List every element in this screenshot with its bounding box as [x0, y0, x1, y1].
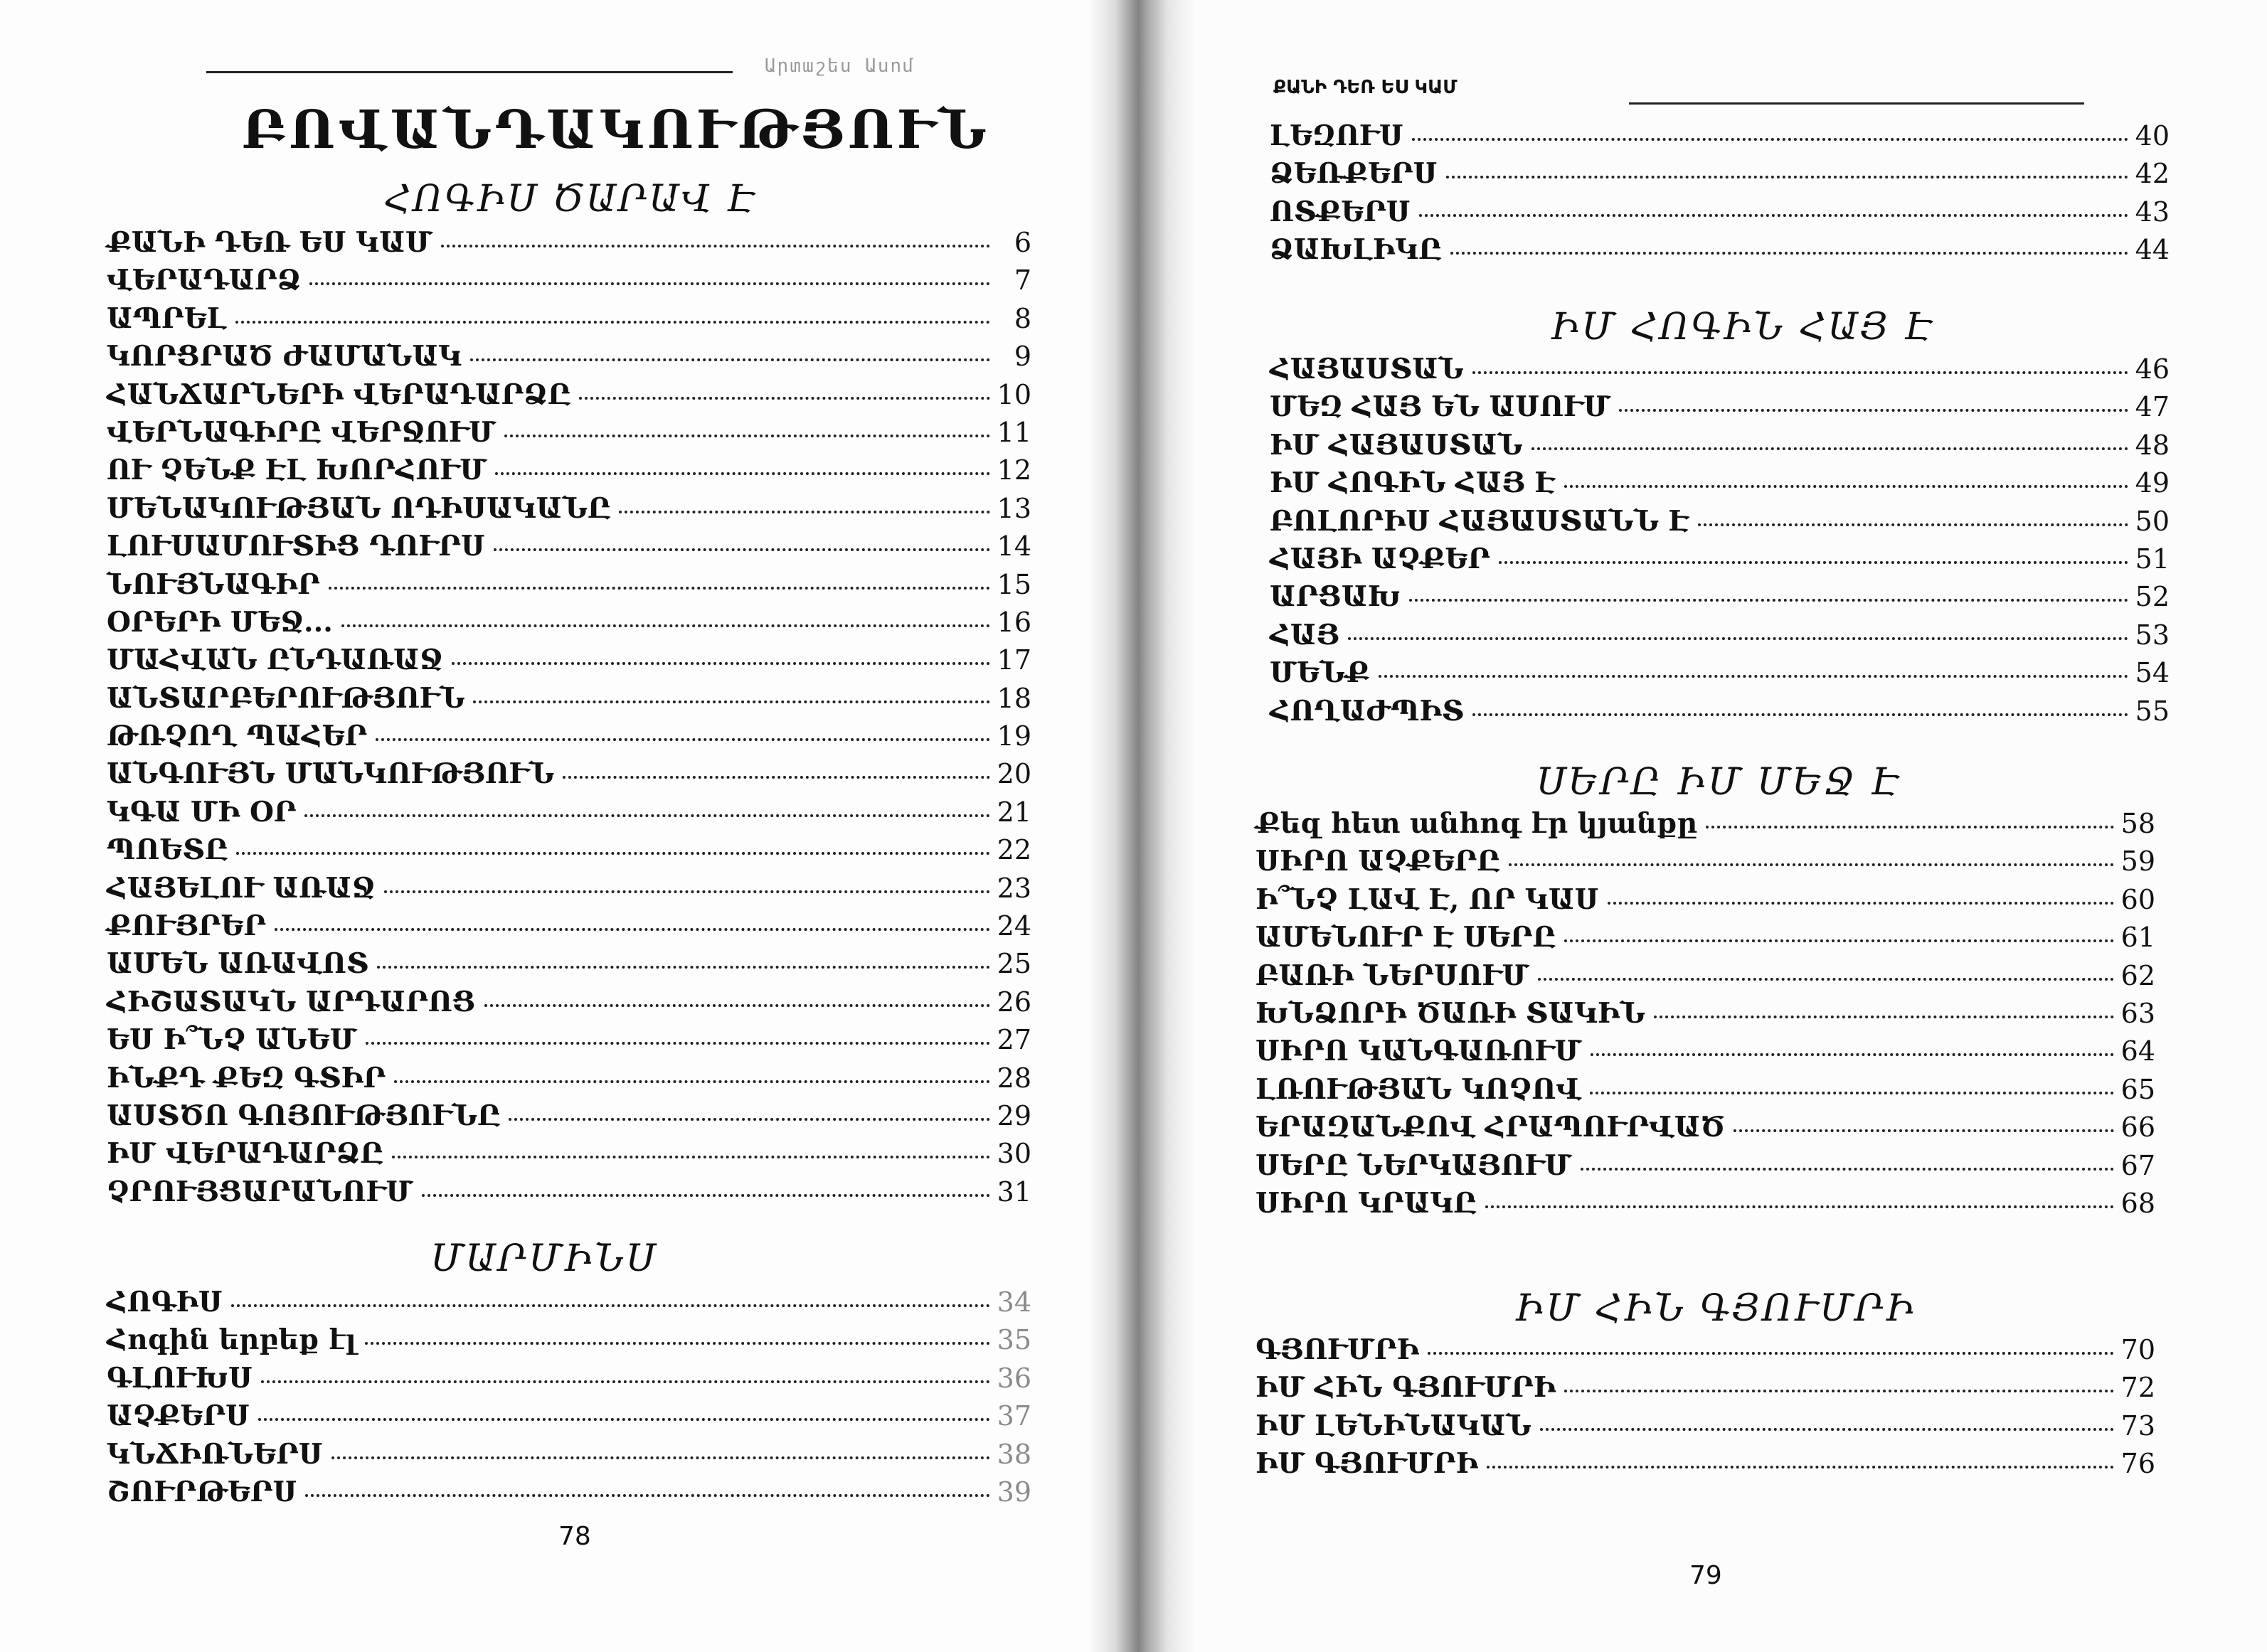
toc-entry-title: ՇՈՒՐԹԵՐՍ	[107, 1475, 297, 1508]
toc-entry-title: ՄԵԶ ՀԱՅ ԵՆ ԱՍՈՒՄ	[1270, 390, 1611, 424]
toc-dot-leader	[1590, 1092, 2114, 1094]
toc-dot-leader	[1581, 1168, 2114, 1171]
toc-entry-page: 49	[2135, 467, 2170, 499]
toc-dot-leader	[619, 511, 989, 513]
toc-entry-title: Ի՞ՆՉ ԼԱՎ Է, ՈՐ ԿԱՍ	[1255, 883, 1599, 916]
toc-entry-title: ԹՌՉՈՂ ՊԱՀԵՐ	[107, 720, 368, 753]
toc-dot-leader	[235, 321, 990, 324]
toc-entry-page: 6	[1014, 227, 1031, 258]
section-heading-1: ՀՈԳԻՍ ԾԱՐԱՎ Է	[384, 178, 758, 220]
toc-entry	[107, 1062, 1031, 1099]
toc-entry-page: 43	[2135, 196, 2170, 228]
toc-dot-leader	[384, 890, 990, 893]
toc-entry-title: ՍԻՐՈ ԿԱՆԳԱՌՈՒՄ	[1255, 1035, 1582, 1068]
toc-entry	[107, 1023, 1031, 1061]
toc-entry	[1255, 1073, 2155, 1111]
toc-dot-leader	[422, 1194, 990, 1197]
toc-entry	[1270, 619, 2170, 656]
toc-entry-page: 11	[997, 416, 1031, 448]
toc-entry	[107, 1400, 1031, 1437]
toc-entry-title: ԻՄ ՀՈԳԻՆ ՀԱՅ Է	[1270, 467, 1556, 500]
toc-entry-title: ՄԱՀՎԱՆ ԸՆԴԱՌԱՋ	[107, 644, 443, 677]
toc-entry-title: ԳՅՈՒՄՐԻ	[1255, 1333, 1419, 1366]
page-number-right: 79	[1689, 1561, 1722, 1590]
toc-entry	[1255, 959, 2155, 997]
toc-entry	[107, 682, 1031, 720]
toc-entry-title: ՀԻՇԱՏԱԿՆ ԱՐԴԱՐՈՑ	[107, 985, 476, 1018]
toc-list-section4	[1255, 807, 2155, 1225]
toc-dot-leader	[1472, 371, 2128, 374]
toc-dot-leader	[365, 1342, 990, 1345]
toc-dot-leader	[1706, 826, 2113, 828]
toc-entry-title: ՍԵՐԸ ՆԵՐԿԱՅՈՒՄ	[1255, 1149, 1572, 1182]
toc-entry-title: ՆՈՒՅՆԱԳԻՐ	[107, 567, 320, 601]
toc-dot-leader	[495, 472, 989, 475]
toc-dot-leader	[1472, 713, 2128, 716]
toc-entry	[1270, 580, 2170, 618]
toc-entry-title: ՀԱՆՃԱՐՆԵՐԻ ՎԵՐԱԴԱՐՁԸ	[107, 378, 571, 411]
toc-entry	[1270, 390, 2170, 428]
toc-entry	[1270, 505, 2170, 543]
toc-entry-title: ԼԵԶՈՒՍ	[1270, 119, 1403, 152]
toc-entry	[107, 720, 1031, 757]
toc-entry-page: 72	[2120, 1372, 2155, 1404]
toc-entry	[1255, 845, 2155, 883]
toc-entry-title: ԻՄ ԼԵՆԻՆԱԿԱՆ	[1255, 1409, 1531, 1442]
toc-entry-title: Քեզ հետ անհոգ էր կյանքը	[1255, 807, 1698, 840]
toc-entry	[107, 226, 1031, 264]
toc-dot-leader	[1450, 252, 2128, 255]
toc-entry-title: ՄԵՆԱԿՈՒԹՅԱՆ ՈԴԻՍԱԿԱՆԸ	[107, 491, 611, 525]
toc-dot-leader	[1409, 599, 2128, 602]
toc-entry-page: 59	[2120, 846, 2155, 878]
toc-entry-page: 31	[997, 1176, 1031, 1208]
toc-entry	[107, 1286, 1031, 1323]
toc-entry-title: ՊՈԵՏԸ	[107, 833, 228, 867]
toc-entry-page: 35	[997, 1324, 1031, 1356]
toc-entry-title: ՍԻՐՈ ԿՐԱԿԸ	[1255, 1186, 1477, 1220]
toc-entry-title: ՀԱՅԵԼՈՒ ԱՌԱՋ	[107, 871, 376, 905]
toc-dot-leader	[1348, 637, 2128, 640]
toc-entry-title: ԵՍ Ի՞ՆՉ ԱՆԵՄ	[107, 1023, 357, 1057]
toc-entry-page: 7	[1014, 265, 1031, 297]
toc-entry	[107, 492, 1031, 530]
toc-entry-page: 42	[2135, 158, 2170, 190]
toc-list-section3	[1270, 353, 2170, 732]
toc-entry	[1255, 1371, 2155, 1409]
toc-dot-leader	[452, 662, 990, 665]
toc-title: ԲՈՎԱՆԴԱԿՈՒԹՅՈՒՆ	[242, 100, 990, 161]
toc-entry-page: 46	[2135, 353, 2170, 385]
toc-entry-page: 67	[2120, 1149, 2155, 1181]
toc-entry	[1255, 1035, 2155, 1072]
toc-dot-leader	[484, 1004, 990, 1007]
toc-entry-page: 60	[2120, 883, 2155, 915]
toc-entry	[107, 757, 1031, 795]
book-gutter-shadow	[1088, 0, 1195, 1652]
toc-entry	[1255, 883, 2155, 921]
toc-dot-leader	[366, 1042, 990, 1045]
toc-entry	[1255, 921, 2155, 959]
toc-dot-leader	[1531, 447, 2128, 450]
toc-dot-leader	[1419, 214, 2128, 217]
toc-entry	[1255, 1149, 2155, 1187]
toc-entry-title: ԱՆԳՈՒՅՆ ՄԱՆԿՈՒԹՅՈՒՆ	[107, 757, 555, 791]
toc-entry-page: 39	[997, 1476, 1031, 1508]
toc-dot-leader	[441, 245, 990, 247]
toc-entry-page: 70	[2120, 1334, 2155, 1365]
toc-entry-page: 12	[997, 454, 1031, 486]
toc-dot-leader	[1608, 902, 2114, 905]
toc-entry-title: ՎԵՐԱԴԱՐՁ	[107, 264, 302, 297]
toc-entry	[1270, 196, 2170, 233]
toc-entry-title: ՔՈՒՅՐԵՐ	[107, 910, 266, 943]
toc-entry-page: 30	[997, 1138, 1031, 1170]
toc-entry-page: 23	[997, 872, 1031, 904]
toc-entry	[107, 454, 1031, 491]
toc-entry	[1255, 807, 2155, 845]
toc-entry	[107, 1099, 1031, 1137]
toc-dot-leader	[509, 1118, 989, 1121]
toc-entry	[107, 340, 1031, 378]
toc-entry	[1255, 1111, 2155, 1149]
toc-dot-leader	[1499, 561, 2128, 564]
toc-entry-page: 65	[2120, 1073, 2155, 1105]
toc-entry-page: 58	[2120, 808, 2155, 839]
toc-entry	[107, 530, 1031, 567]
toc-dot-leader	[394, 1080, 989, 1083]
toc-entry	[1255, 1447, 2155, 1485]
toc-dot-leader	[473, 700, 989, 703]
toc-entry-page: 34	[997, 1286, 1031, 1318]
toc-entry-title: ՀԱՅԻ ԱՉՔԵՐ	[1270, 542, 1490, 575]
toc-entry-page: 10	[997, 378, 1031, 410]
toc-entry-page: 17	[997, 644, 1031, 676]
toc-entry-title: ԻՄ ԳՅՈՒՄՐԻ	[1255, 1447, 1478, 1481]
toc-list-section2	[107, 1286, 1031, 1513]
toc-entry	[107, 644, 1031, 681]
right-page	[1110, 0, 2267, 1652]
toc-entry-page: 44	[2135, 234, 2170, 266]
toc-entry-page: 27	[997, 1024, 1031, 1056]
toc-dot-leader	[1654, 1016, 2114, 1018]
toc-entry-page: 50	[2135, 505, 2170, 537]
toc-entry-page: 76	[2120, 1448, 2155, 1480]
toc-entry	[107, 1476, 1031, 1513]
toc-entry-page: 61	[2120, 922, 2155, 954]
toc-entry	[1270, 429, 2170, 467]
toc-entry	[107, 1323, 1031, 1361]
header-rule-left	[206, 71, 733, 73]
toc-dot-leader	[1698, 523, 2128, 526]
toc-dot-leader	[504, 435, 989, 437]
toc-entry-title: ԱՍՏԾՈ ԳՈՅՈՒԹՅՈՒՆԸ	[107, 1099, 501, 1132]
toc-dot-leader	[275, 928, 990, 931]
toc-entry	[107, 302, 1031, 340]
toc-dot-leader	[1509, 863, 2114, 866]
toc-dot-leader	[377, 966, 989, 969]
toc-entry	[1270, 543, 2170, 580]
toc-entry-page: 54	[2135, 657, 2170, 689]
toc-entry-title: ՀՈՂԱԺՊԻՏ	[1270, 694, 1465, 728]
toc-entry-title: ՕՐԵՐԻ ՄԵՋ...	[107, 605, 333, 639]
toc-entry-title: ԻՆՔԴ ՔԵԶ ԳՏԻՐ	[107, 1061, 386, 1094]
toc-dot-leader	[329, 587, 990, 590]
toc-entry-page: 8	[1014, 302, 1031, 334]
toc-dot-leader	[236, 852, 989, 855]
toc-entry-page: 47	[2135, 391, 2170, 423]
toc-dot-leader	[341, 624, 990, 627]
toc-entry-title: ԿՈՐՑՐԱԾ ԺԱՄԱՆԱԿ	[107, 340, 462, 373]
toc-dot-leader	[309, 282, 990, 285]
toc-entry-title: ՎԵՐՆԱԳԻՐԸ ՎԵՐՋՈՒՄ	[107, 415, 497, 449]
toc-entry-page: 19	[997, 720, 1031, 752]
toc-dot-leader	[470, 358, 990, 361]
toc-entry-title: ԿՆՃԻՌՆԵՐՍ	[107, 1437, 323, 1471]
toc-dot-leader	[1591, 1053, 2114, 1056]
toc-entry	[107, 606, 1031, 644]
toc-entry-page: 16	[997, 606, 1031, 638]
toc-entry	[1270, 157, 2170, 195]
toc-entry	[1270, 695, 2170, 732]
toc-entry-title: ՀՈԳԻՍ	[107, 1286, 223, 1318]
left-page	[0, 0, 1110, 1652]
toc-entry	[1270, 656, 2170, 694]
toc-entry	[107, 1137, 1031, 1175]
toc-dot-leader	[1428, 1352, 2114, 1355]
toc-dot-leader	[1564, 939, 2114, 942]
toc-entry-page: 21	[997, 796, 1031, 828]
toc-dot-leader	[1619, 409, 2128, 412]
toc-entry-page: 18	[997, 682, 1031, 714]
toc-entry	[1270, 467, 2170, 504]
toc-dot-leader	[258, 1418, 990, 1421]
toc-entry-page: 38	[997, 1438, 1031, 1470]
toc-entry-page: 52	[2135, 581, 2170, 613]
toc-entry	[107, 378, 1031, 416]
toc-entry-title: ՁԵՌՔԵՐՍ	[1270, 157, 1438, 191]
toc-entry	[107, 947, 1031, 985]
toc-entry-title: ԱՄԵՆ ԱՌԱՎՈՏ	[107, 947, 369, 981]
toc-entry-title: ԱՉՔԵՐՍ	[107, 1400, 250, 1433]
toc-entry	[107, 568, 1031, 606]
toc-list-continued	[1270, 119, 2170, 272]
toc-dot-leader	[1379, 675, 2128, 678]
toc-entry-title: ԲԱՌԻ ՆԵՐՍՈՒՄ	[1255, 959, 1529, 992]
running-head-author: Արտաշես Ասոմ	[765, 55, 915, 77]
toc-entry-title: ԻՄ ՎԵՐԱԴԱՐՁԸ	[107, 1137, 383, 1171]
toc-entry-title: ԵՐԱԶԱՆՔՈՎ ՀՐԱՊՈՒՐՎԱԾ	[1255, 1111, 1726, 1144]
toc-entry	[1255, 1333, 2155, 1371]
toc-entry	[1270, 353, 2170, 390]
toc-dot-leader	[376, 738, 990, 741]
toc-entry-page: 62	[2120, 959, 2155, 991]
toc-entry-title: Հոգին երբեք էլ	[107, 1323, 356, 1357]
toc-entry-page: 14	[997, 531, 1031, 563]
toc-entry-page: 48	[2135, 429, 2170, 461]
toc-entry-title: ԽՆՁՈՐԻ ԾԱՌԻ ՏԱԿԻՆ	[1255, 996, 1645, 1030]
toc-entry-page: 73	[2120, 1409, 2155, 1441]
toc-entry-page: 28	[997, 1062, 1031, 1094]
toc-entry-page: 15	[997, 568, 1031, 600]
toc-entry-page: 36	[997, 1362, 1031, 1394]
toc-entry	[107, 1362, 1031, 1400]
toc-entry-page: 68	[2120, 1187, 2155, 1219]
toc-entry-title: ՔԱՆԻ ԴԵՌ ԵՍ ԿԱՄ	[107, 226, 432, 259]
toc-entry-title: ՁԱԽԼԻԿԸ	[1270, 233, 1442, 267]
header-rule-right	[1629, 102, 2084, 105]
toc-entry-title: ԲՈԼՈՐԻՍ ՀԱՅԱՍՏԱՆՆ Է	[1270, 504, 1689, 538]
toc-list-section5	[1255, 1333, 2155, 1486]
toc-entry-page: 26	[997, 986, 1031, 1018]
toc-entry-title: ՉՐՈՒՅՑԱՐԱՆՈՒՄ	[107, 1175, 413, 1208]
toc-dot-leader	[1540, 1428, 2114, 1431]
toc-entry-page: 53	[2135, 619, 2170, 651]
toc-entry-title: ԱՄԵՆՈՒՐ Է ՍԵՐԸ	[1255, 921, 1556, 954]
toc-dot-leader	[1734, 1129, 2114, 1132]
toc-entry	[1255, 1409, 2155, 1447]
toc-dot-leader	[1487, 1466, 2114, 1469]
toc-entry-page: 66	[2120, 1112, 2155, 1144]
toc-entry-title: ԻՄ ՀԻՆ ԳՅՈՒՄՐԻ	[1255, 1371, 1556, 1405]
toc-entry-title: ՄԵՆՔ	[1270, 656, 1370, 690]
toc-entry	[107, 1176, 1031, 1213]
toc-entry	[107, 416, 1031, 454]
toc-entry	[1270, 119, 2170, 157]
toc-dot-leader	[563, 776, 989, 779]
toc-entry	[107, 1438, 1031, 1476]
toc-entry-title: ՍԻՐՈ ԱՉՔԵՐԸ	[1255, 845, 1500, 878]
toc-entry-title: ԳԼՈՒԽՍ	[107, 1361, 253, 1395]
toc-entry-title: ԱՆՏԱՐԲԵՐՈՒԹՅՈՒՆ	[107, 681, 465, 715]
toc-entry-page: 37	[997, 1400, 1031, 1432]
toc-entry	[107, 872, 1031, 910]
toc-entry-page: 22	[997, 834, 1031, 866]
toc-dot-leader	[231, 1304, 990, 1307]
toc-entry-title: ՀԱՅ	[1270, 618, 1339, 651]
toc-entry-title: ՈՏՔԵՐՍ	[1270, 195, 1411, 228]
toc-entry-page: 64	[2120, 1035, 2155, 1067]
toc-dot-leader	[261, 1380, 990, 1383]
toc-dot-leader	[305, 1494, 989, 1497]
toc-entry	[107, 264, 1031, 302]
toc-dot-leader	[1564, 485, 2128, 488]
toc-entry	[1255, 997, 2155, 1035]
toc-dot-leader	[1446, 176, 2128, 178]
section-heading-3: ԻՄ ՀՈԳԻՆ ՀԱՅ Է	[1551, 306, 1935, 348]
toc-entry-page: 55	[2135, 695, 2170, 727]
toc-entry-title: ՀԱՅԱՍՏԱՆ	[1270, 353, 1464, 385]
toc-entry	[107, 833, 1031, 871]
page-number-left: 78	[558, 1522, 591, 1551]
toc-entry-page: 9	[1014, 341, 1031, 373]
toc-list-section1	[107, 226, 1031, 1213]
toc-entry-page: 25	[997, 948, 1031, 980]
section-heading-4: ՍԵՐԸ ԻՄ ՄԵՋ Է	[1536, 761, 1901, 804]
toc-entry-title: ԱՊՐԵԼ	[107, 302, 227, 335]
toc-entry-page: 63	[2120, 997, 2155, 1029]
section-heading-5: ԻՄ ՀԻՆ ԳՅՈՒՄՐԻ	[1515, 1287, 1916, 1330]
toc-entry	[107, 796, 1031, 833]
toc-entry-title: ԿԳԱ ՄԻ ՕՐ	[107, 795, 297, 828]
toc-entry-page: 40	[2135, 120, 2170, 151]
toc-dot-leader	[1485, 1205, 2114, 1208]
toc-dot-leader	[304, 814, 989, 817]
toc-entry-page: 51	[2135, 543, 2170, 575]
toc-dot-leader	[579, 397, 989, 400]
toc-dot-leader	[1412, 138, 2128, 141]
toc-dot-leader	[1564, 1390, 2113, 1392]
toc-entry-page: 29	[997, 1099, 1031, 1131]
toc-entry	[107, 986, 1031, 1023]
toc-entry-page: 24	[997, 910, 1031, 942]
toc-entry-page: 13	[997, 492, 1031, 524]
toc-entry	[1255, 1187, 2155, 1225]
toc-entry-title: ԻՄ ՀԱՅԱՍՏԱՆ	[1270, 428, 1523, 462]
toc-dot-leader	[331, 1456, 990, 1459]
toc-entry-title: ԱՐՑԱԽ	[1270, 580, 1401, 614]
toc-entry-title: ՈՒ ՉԵՆՔ ԷԼ ԽՈՐՀՈՒՄ	[107, 454, 487, 487]
toc-entry-page: 20	[997, 758, 1031, 790]
running-head-book-title: ՔԱՆԻ ԴԵՌ ԵՍ ԿԱՄ	[1273, 77, 1458, 98]
toc-entry-title: ԼՌՈՒԹՅԱՆ ԿՈՉՈՎ	[1255, 1072, 1582, 1106]
toc-entry-title: ԼՈՒՍԱՄՈՒՏԻՑ ԴՈՒՐՍ	[107, 530, 485, 563]
toc-entry	[1270, 233, 2170, 271]
toc-dot-leader	[494, 548, 990, 551]
section-heading-2: ՄԱՐՄԻՆՍ	[430, 1237, 658, 1280]
toc-entry	[107, 910, 1031, 947]
toc-dot-leader	[1538, 978, 2114, 981]
toc-dot-leader	[392, 1156, 990, 1158]
